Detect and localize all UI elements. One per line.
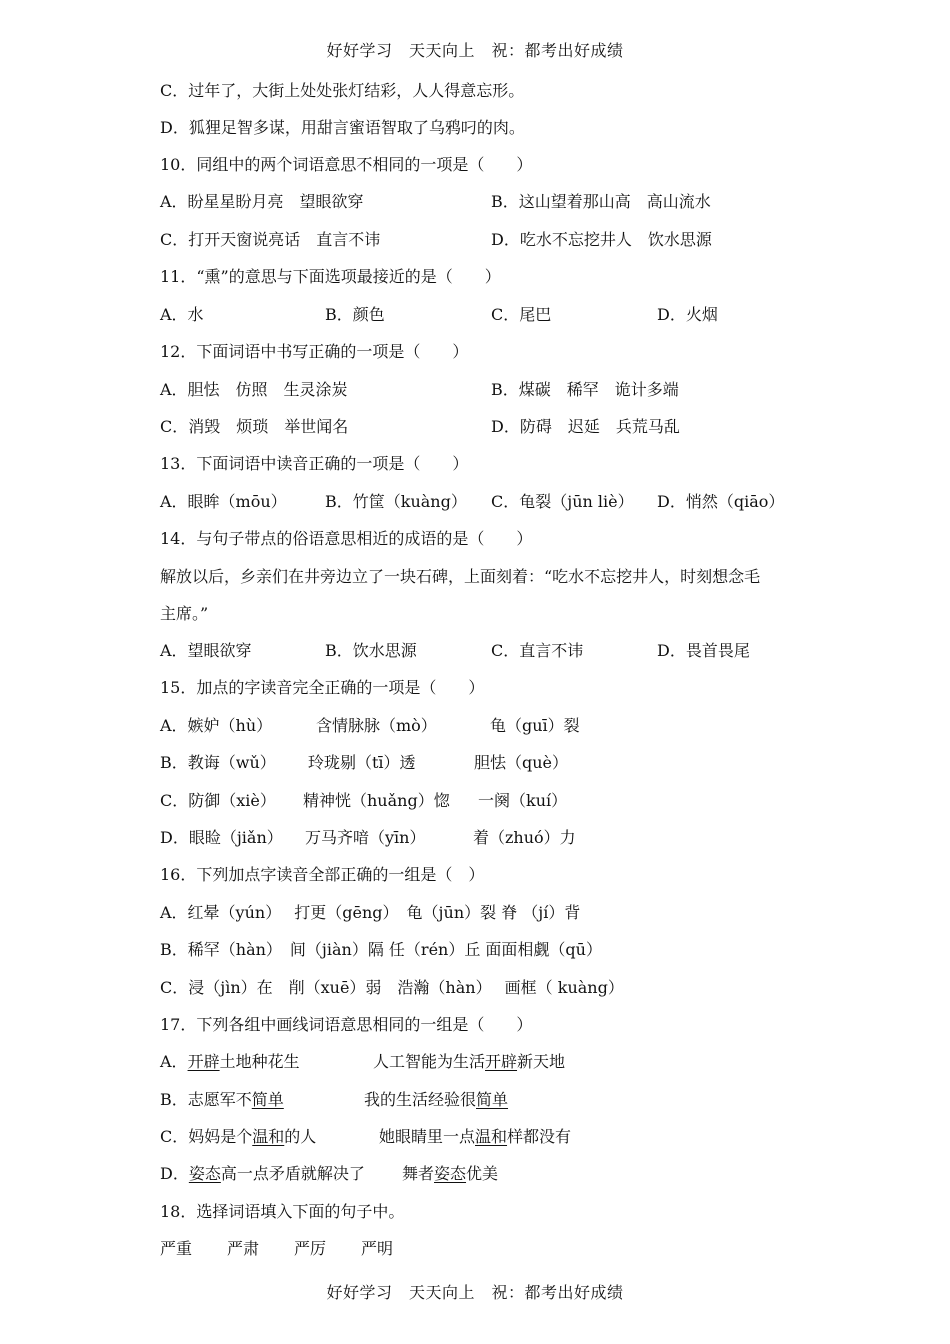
option-text: C．妈妈是个	[160, 1127, 253, 1146]
option-text: 样都没有	[507, 1127, 572, 1146]
option-text: 高一点矛盾就解决了	[220, 1164, 365, 1183]
option-b: B．这山望着那山高 高山流水	[491, 192, 711, 211]
underlined-word: 开辟	[485, 1052, 518, 1071]
question-12: 12．下面词语中书写正确的一项是（ ）	[160, 342, 469, 361]
option-text: 优美	[466, 1164, 499, 1183]
option-a: A．盼星星盼月亮 望眼欲穿	[160, 192, 364, 211]
option-part: 玲珑剔（tī）透	[308, 753, 416, 772]
option-text: 我的生活经验很	[364, 1090, 477, 1109]
option-d: D．悄然（qiāo）	[657, 492, 785, 511]
option-text: 她眼睛里一点	[379, 1127, 476, 1146]
option-a: A．望眼欲穿	[160, 641, 252, 660]
option-text: A．	[160, 1052, 188, 1071]
option-d: D．火烟	[657, 305, 718, 324]
option-right	[402, 1163, 498, 1185]
option-part: C．防御（xiè）	[160, 791, 276, 810]
option-part: 精神恍（huǎng）惚	[303, 791, 450, 810]
option-d: D．防碍 迟延 兵荒马乱	[491, 417, 680, 436]
option-d: D．畏首畏尾	[657, 641, 750, 660]
word-option: 严肃	[227, 1239, 260, 1258]
option-part: 一阕（kuí）	[478, 791, 568, 810]
underlined-word: 姿态	[434, 1164, 467, 1183]
underlined-word: 简单	[476, 1090, 509, 1109]
underlined-word: 开辟	[187, 1052, 220, 1071]
page-header: 好好学习 天天向上 祝：都考出好成绩	[326, 41, 624, 60]
option-text: 的人	[284, 1127, 317, 1146]
option-text: 人工智能为生活	[373, 1052, 486, 1071]
option-part: D．眼睑（jiǎn）	[160, 828, 283, 847]
option-part: 含情脉脉（mò）	[316, 716, 437, 735]
option-text: 土地种花生	[219, 1052, 300, 1071]
question-12-options-row	[160, 379, 780, 401]
question-17-option-d	[160, 1163, 780, 1185]
question-18: 18．选择词语填入下面的句子中。	[160, 1202, 405, 1221]
option-b: B．颜色	[325, 305, 385, 324]
option-part: 龟（guī）裂	[490, 716, 580, 735]
option-part: 胆怯（què）	[474, 753, 569, 772]
question-17-option-c	[160, 1126, 780, 1148]
underlined-word: 温和	[475, 1127, 508, 1146]
option-a: A．红晕（yún） 打更（gēng） 龟（jūn）裂 脊 （jí）背	[160, 903, 581, 922]
option-part: B．教诲（wǔ）	[160, 753, 276, 772]
question-17-option-a	[160, 1051, 780, 1073]
word-option: 严明	[361, 1239, 394, 1258]
option-line: C．过年了，大街上处处张灯结彩，人人得意忘形。	[160, 81, 525, 100]
question-17-option-b	[160, 1089, 780, 1111]
question-10: 10．同组中的两个词语意思不相同的一项是（ ）	[160, 155, 533, 174]
option-d: D．吃水不忘挖井人 饮水思源	[491, 230, 712, 249]
underlined-word: 姿态	[188, 1164, 221, 1183]
option-left	[160, 1051, 300, 1073]
question-10-options-row	[160, 191, 780, 213]
option-left	[160, 1089, 284, 1111]
underlined-word: 简单	[251, 1090, 284, 1109]
word-bank	[160, 1238, 460, 1260]
word-option: 严重	[160, 1239, 193, 1258]
option-c: C．消毁 烦琐 举世闻名	[160, 417, 349, 436]
question-14-options-row	[160, 640, 780, 662]
option-part: 万马齐喑（yīn）	[305, 828, 426, 847]
question-15-option-a	[160, 715, 780, 737]
question-11-options-row	[160, 304, 780, 326]
option-c: C．尾巴	[491, 305, 552, 324]
option-c: C．直言不讳	[491, 641, 584, 660]
option-left	[160, 1163, 365, 1185]
question-15-option-c	[160, 790, 780, 812]
option-c: C．浸（jìn）在 削（xuē）弱 浩瀚（hàn） 画框（ kuàng）	[160, 978, 624, 997]
question-16: 16．下列加点字读音全部正确的一组是（ ）	[160, 865, 485, 884]
option-b: B．稀罕（hàn） 间（jiàn）隔 任（rén）丘 面面相觑（qū）	[160, 940, 602, 959]
option-right	[379, 1126, 571, 1148]
question-14-sentence: 主席。”	[160, 604, 209, 623]
question-13-options-row	[160, 491, 800, 513]
question-10-options-row	[160, 229, 780, 251]
option-part: 着（zhuó）力	[473, 828, 576, 847]
option-line: D．狐狸足智多谋，用甜言蜜语智取了乌鸦叼的肉。	[160, 118, 525, 137]
question-15-option-d	[160, 827, 780, 849]
underlined-word: 温和	[252, 1127, 285, 1146]
question-12-options-row	[160, 416, 780, 438]
option-right	[373, 1051, 565, 1073]
option-a: A．眼眸（mōu）	[160, 492, 287, 511]
word-option: 严厉	[294, 1239, 327, 1258]
question-15: 15．加点的字读音完全正确的一项是（ ）	[160, 678, 485, 697]
option-b: B．饮水思源	[325, 641, 417, 660]
question-13: 13．下面词语中读音正确的一项是（ ）	[160, 454, 469, 473]
question-11: 11．“熏”的意思与下面选项最接近的是（ ）	[160, 267, 501, 286]
option-b: B．煤碳 稀罕 诡计多端	[491, 380, 679, 399]
option-right	[364, 1089, 508, 1111]
option-text: 舞者	[402, 1164, 435, 1183]
option-b: B．竹筐（kuàng）	[325, 492, 467, 511]
question-17: 17．下列各组中画线词语意思相同的一组是（ ）	[160, 1015, 533, 1034]
option-text: D．	[160, 1164, 189, 1183]
option-text: B．志愿军不	[160, 1090, 252, 1109]
option-a: A．水	[160, 305, 204, 324]
option-text: 新天地	[517, 1052, 566, 1071]
question-14-sentence: 解放以后，乡亲们在井旁边立了一块石碑，上面刻着：“吃水不忘挖井人，时刻想念毛	[160, 567, 761, 586]
option-c: C．打开天窗说亮话 直言不讳	[160, 230, 381, 249]
question-14: 14．与句子带点的俗语意思相近的成语的是（ ）	[160, 529, 533, 548]
page-footer: 好好学习 天天向上 祝：都考出好成绩	[326, 1283, 624, 1302]
option-a: A．胆怯 仿照 生灵涂炭	[160, 380, 348, 399]
option-c: C．龟裂（jūn liè）	[491, 492, 634, 511]
question-15-option-b	[160, 752, 780, 774]
option-left	[160, 1126, 316, 1148]
option-part: A．嫉妒（hù）	[160, 716, 273, 735]
